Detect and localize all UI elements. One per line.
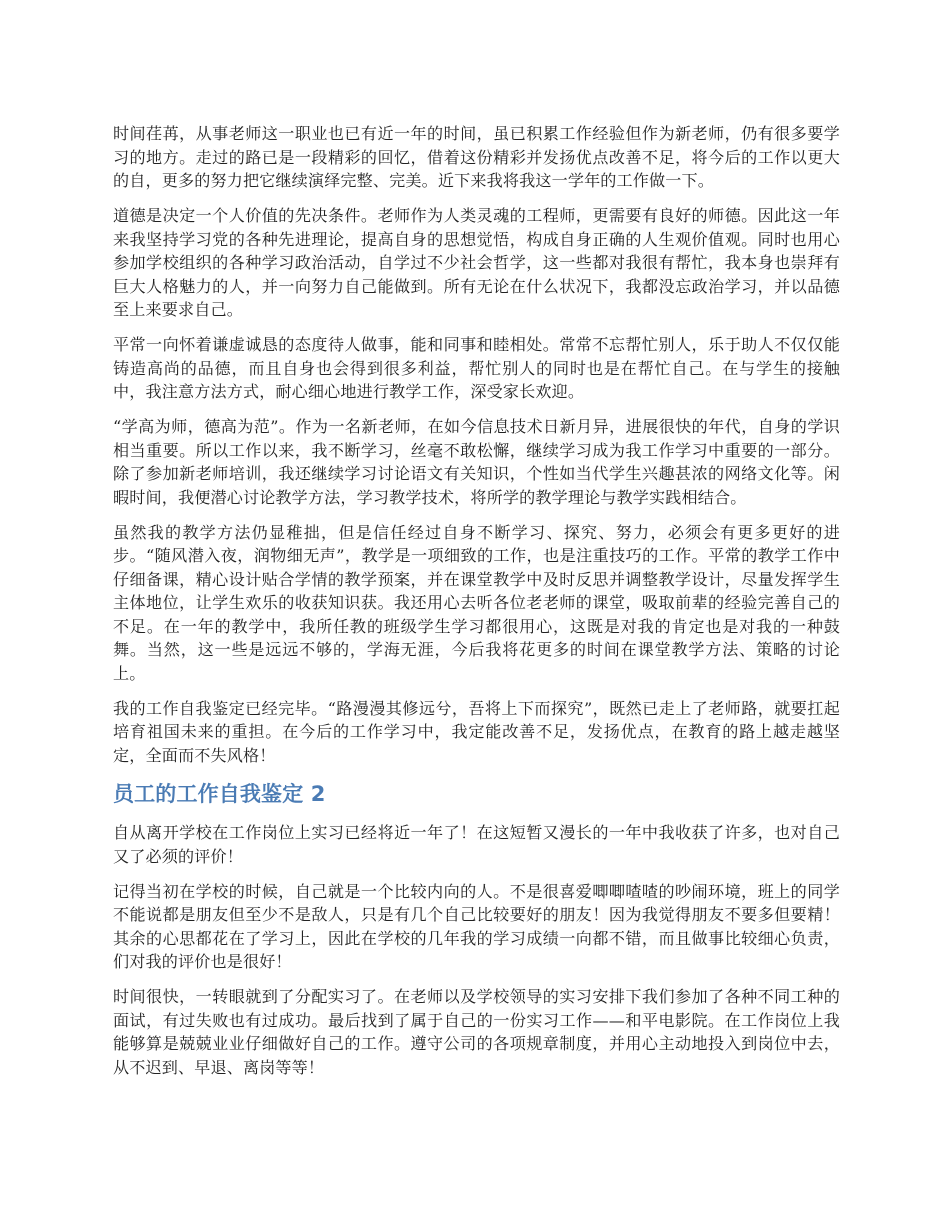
paragraph-2: 道德是决定一个人价值的先决条件。老师作为人类灵魂的工程师，更需要有良好的师德。因此这一年来我坚持学习党的各种先进理论，提高自身的思想觉悟，构成自身正确的人生观价值观。同时也用心参加学校组织的各种学习政治活动，自学过不少社会哲学，这一些都对我很有帮忙，我本身也崇拜有巨大人格魅力的人，并一向努力自己能做到。所有无论在什么状况下，我都没忘政治学习，并以品德至上来要求自己。 xyxy=(113,206,840,319)
paragraph-1: 时间荏苒，从事老师这一职业也已有近一年的时间，虽已积累工作经验但作为新老师，仍有很多要学习的地方。走过的路已是一段精彩的回忆，借着这份精彩并发扬优点改善不足，将今后的工作以更大的自，更多的努力把它继续演绎完整、完美。近下来我将我这一学年的工作做一下。 xyxy=(113,124,840,190)
paragraph-9: 时间很快，一转眼就到了分配实习了。在老师以及学校领导的实习安排下我们参加了各种不同工种的面试，有过失败也有过成功。最后找到了属于自己的一份实习工作——和平电影院。在工作岗位上我能够算是兢兢业业仔细做好自己的工作。遵守公司的各项规章制度，并用心主动地投入到岗位中去，从不迟到、早退、离岗等等！ xyxy=(113,987,840,1077)
paragraph-8: 记得当初在学校的时候，自己就是一个比较内向的人。不是很喜爱唧唧喳喳的吵闹环境，班上的同学不能说都是朋友但至少不是敌人，只是有几个自己比较要好的朋友！因为我觉得朋友不要多但要精！其余的心思都花在了学习上，因此在学校的几年我的学习成绩一向都不错，而且做事比较细心负责，们对我的评价也是很好！ xyxy=(113,881,840,971)
paragraph-3: 平常一向怀着谦虚诚恳的态度待人做事，能和同事和睦相处。常常不忘帮忙别人，乐于助人不仅仅能铸造高尚的品德，而且自身也会得到很多利益，帮忙别人的同时也是在帮忙自己。在与学生的接触中，我注意方法方式，耐心细心地进行教学工作，深受家长欢迎。 xyxy=(113,335,840,401)
paragraph-5: 虽然我的教学方法仍显稚拙，但是信任经过自身不断学习、探究、努力，必须会有更多更好的进步。“随风潜入夜，润物细无声”，教学是一项细致的工作，也是注重技巧的工作。平常的教学工作中仔细备课，精心设计贴合学情的教学预案，并在课堂教学中及时反思并调整教学设计，尽量发挥学生主体地位，让学生欢乐的收获知识获。我还用心去听各位老老师的课堂，吸取前辈的经验完善自己的不足。在一年的教学中，我所任教的班级学生学习都很用心，这既是对我的肯定也是对我的一种鼓舞。当然，这一些是远远不够的，学海无涯，今后我将花更多的时间在课堂教学方法、策略的讨论上。 xyxy=(113,522,840,683)
section-heading: 员工的工作自我鉴定 2 xyxy=(113,782,326,806)
paragraph-4: “学高为师，德高为范”。作为一名新老师，在如今信息技术日新月异，进展很快的年代，自身的学识相当重要。所以工作以来，我不断学习，丝毫不敢松懈，继续学习成为我工作学习中重要的一部分。除了参加新老师培训，我还继续学习讨论语文有关知识，个性如当代学生兴趣甚浓的网络文化等。闲暇时间，我便潜心讨论教学方法，学习教学技术，将所学的教学理论与教学实践相结合。 xyxy=(113,417,840,507)
document-page xyxy=(113,122,840,1091)
paragraph-6: 我的工作自我鉴定已经完毕。“路漫漫其修远兮，吾将上下而探究”，既然已走上了老师路，就要扛起培育祖国未来的重担。在今后的工作学习中，我定能改善不足，发扬优点，在教育的路上越走越坚定，全面而不失风格！ xyxy=(113,698,840,765)
paragraph-7: 自从离开学校在工作岗位上实习已经将近一年了！在这短暂又漫长的一年中我收获了许多，也对自己又了必须的评价！ xyxy=(113,823,840,866)
